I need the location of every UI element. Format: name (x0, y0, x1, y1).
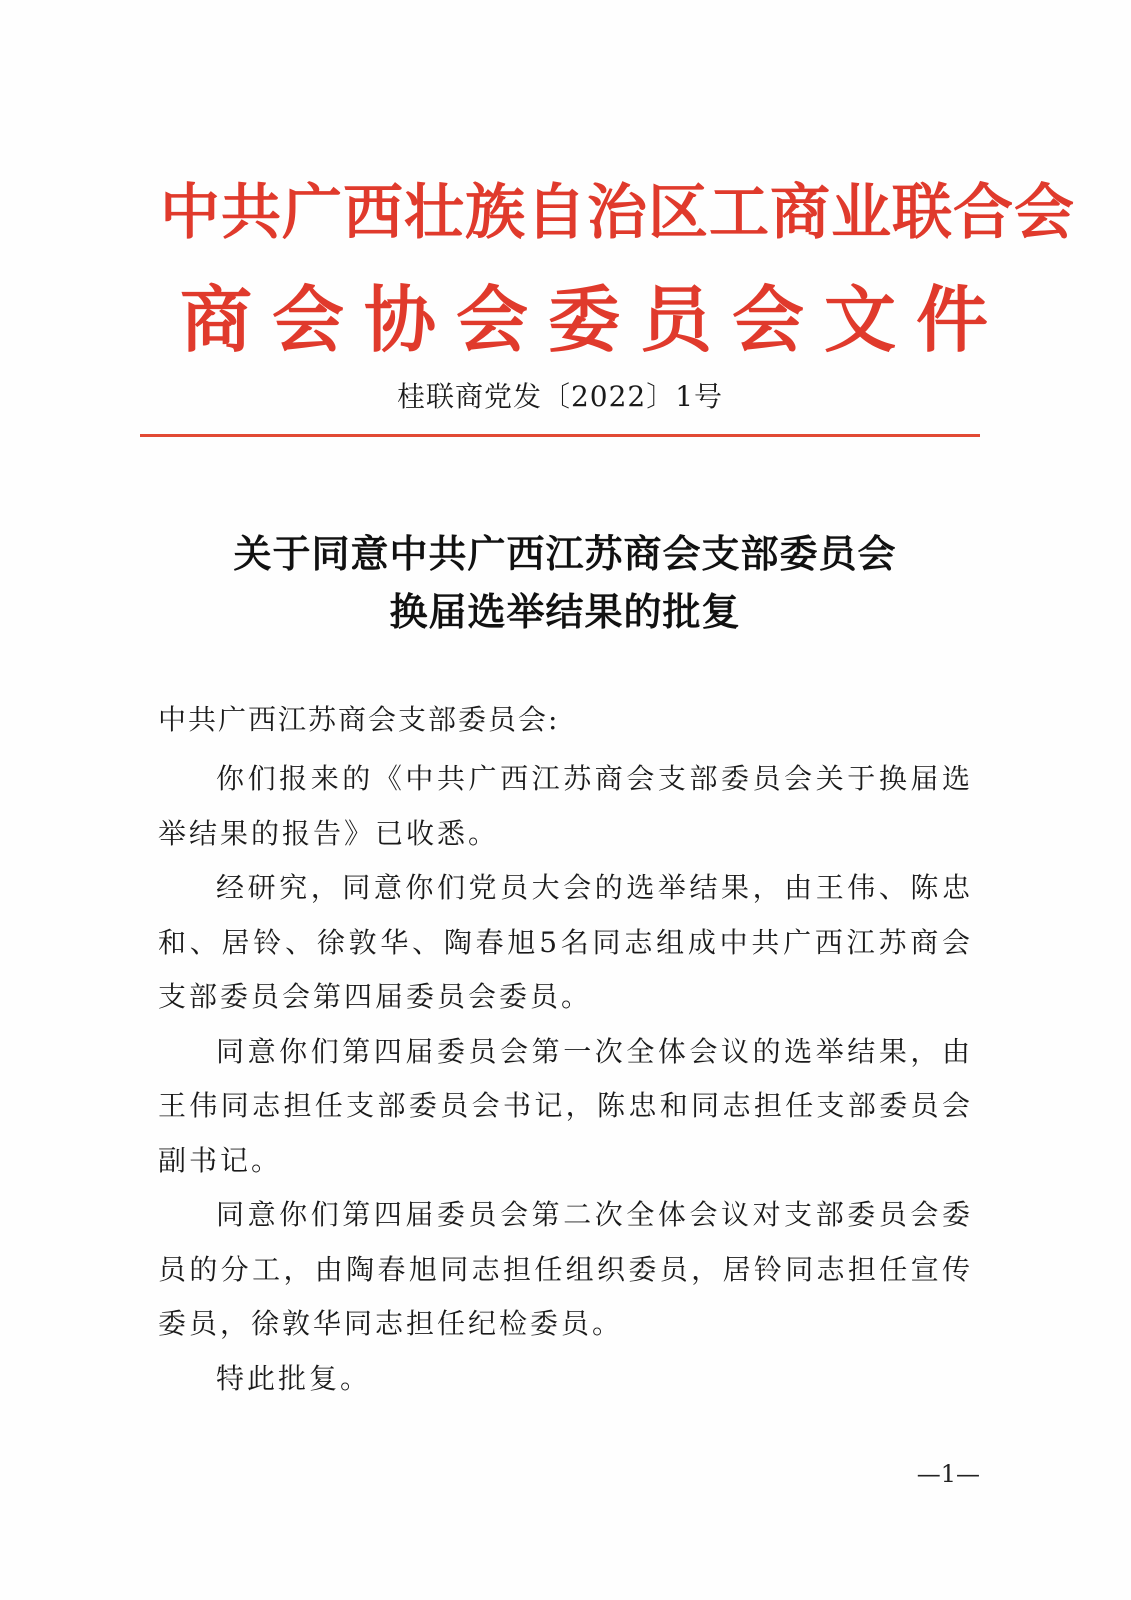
red-divider-rule (140, 434, 980, 437)
body-paragraph: 经研究，同意你们党员大会的选举结果，由王伟、陈忠和、居铃、徐敦华、陶春旭5名同志组成中共广西江苏商会支部委员会第四届委员会委员。 (158, 871, 973, 1013)
title-line-1: 关于同意中共广西江苏商会支部委员会 (233, 531, 897, 576)
page-number: —1— (916, 1460, 980, 1488)
salutation: 中共广西江苏商会支部委员会: (158, 703, 560, 736)
document-type-heading: 商会协会委员会文件 (180, 277, 1009, 362)
body-paragraph: 同意你们第四届委员会第二次全体会议对支部委员会委员的分工，由陶春旭同志担任组织委员，居铃同志担任宣传委员，徐敦华同志担任纪检委员。 (158, 1198, 973, 1340)
closing-remark: 特此批复。 (216, 1361, 372, 1395)
document-title (150, 525, 980, 641)
body-paragraph: 同意你们第四届委员会第一次全体会议的选举结果，由王伟同志担任支部委员会书记，陈忠和同志担任支部委员会副书记。 (158, 1034, 973, 1177)
issuing-organization: 中共广西壮族自治区工商业联合会 (160, 178, 1075, 248)
body-paragraph: 你们报来的《中共广西江苏商会支部委员会关于换届选举结果的报告》已收悉。 (158, 762, 973, 850)
document-number: 桂联商党发〔2022〕1号 (396, 380, 724, 413)
title-line-2: 换届选举结果的批复 (389, 589, 741, 634)
document-body (158, 752, 973, 1406)
